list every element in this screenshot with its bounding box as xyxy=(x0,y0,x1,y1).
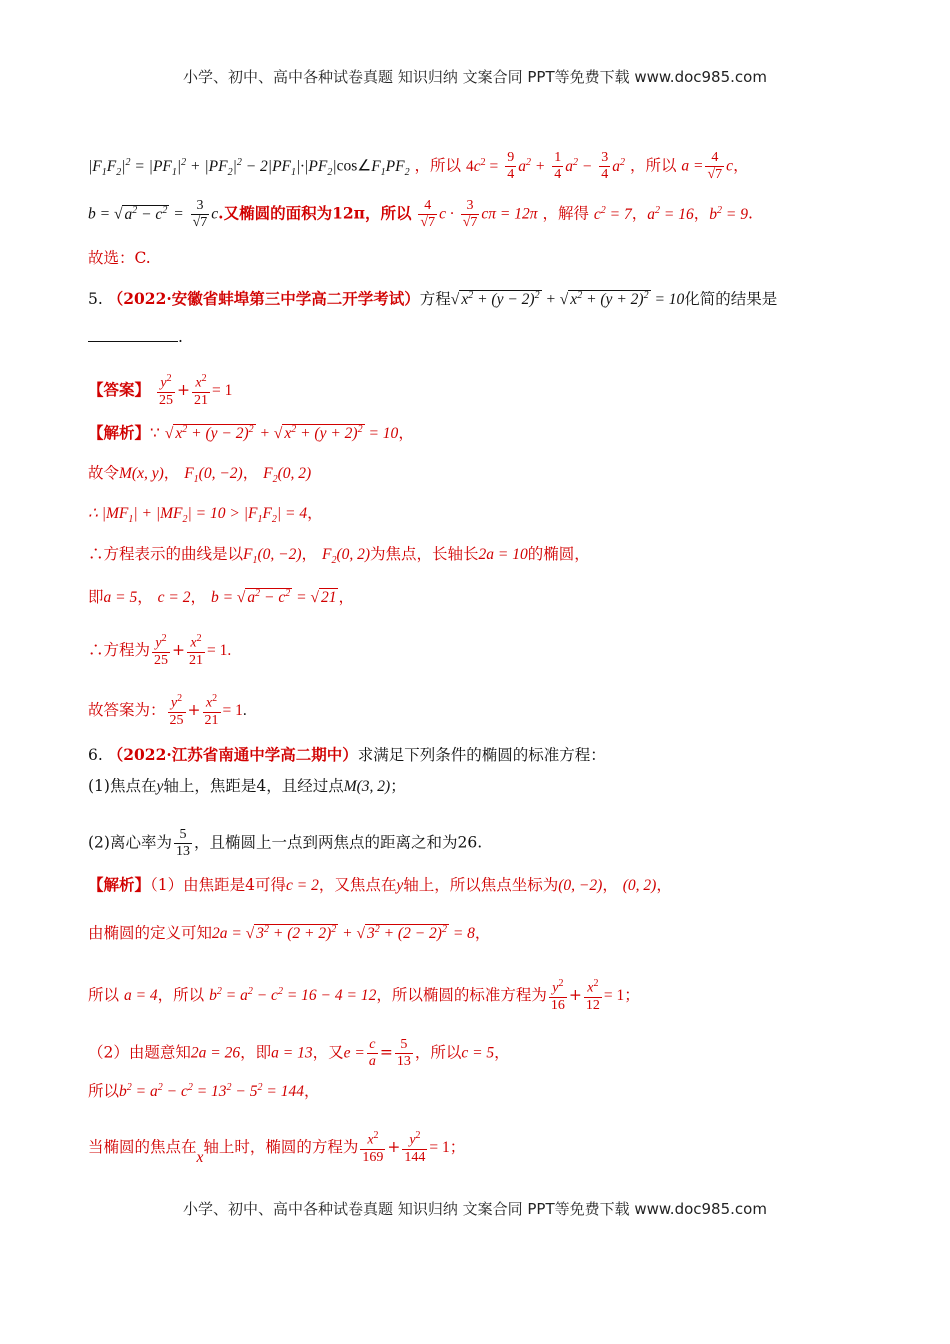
prev-solve: ，解得 xyxy=(542,204,589,223)
q5-ellipse: 的椭圆， xyxy=(527,545,590,563)
q6-condition-2: (2)离心率为 $\frac{5}{13}$ ，且椭圆上一点到两焦点的距离之和为26. xyxy=(88,827,483,860)
q6-source: （2022·江苏省南通中学高二期中） xyxy=(107,745,358,764)
q6-cond2-post: ，且椭圆上一点到两焦点的距离之和为26. xyxy=(193,833,483,852)
prev-area-text: .又椭圆的面积为12π，所以 xyxy=(218,203,412,223)
q6-analysis-2: 由椭圆的定义可知2a = √ $3^2 + (2 + 2)^2$ + √ $3^2 + (2 - 2)^2 = 8$， xyxy=(88,924,491,943)
q5-analysis-1: 【解析】∵ √ $x^2 + (y - 2)^2$ + √ $x^2 + (y + 2)^2 = 10$， xyxy=(88,423,414,443)
q6-when-x-post: 轴上时，椭圆的方程为 xyxy=(203,1137,359,1156)
q6-def: 由椭圆的定义可知 xyxy=(88,924,213,943)
q6-p2-so: ，所以 xyxy=(414,1043,462,1062)
q5-analysis-2: 故令M(x, y)， $F_1(0$, −2)， $F_2(0$, 2) xyxy=(88,464,312,486)
prev-so-2: ，所以 xyxy=(629,156,677,175)
q5-answer-label: 【答案】 xyxy=(88,379,151,399)
q5-analysis-label: 【解析】 xyxy=(88,423,151,443)
q5-final: 故答案为： $\frac{y^2}{25}$ + $\frac{x^2}{21}$ = 1. xyxy=(88,693,247,728)
q5-source: （2022·安徽省蚌埠第三中学高二开学考试） xyxy=(107,289,420,309)
q6-p1-mid: ，又焦点在 xyxy=(318,876,397,894)
q6-analysis-3: 所以 a = 4，所以 $b^2 = a^2 - c^2 = 16 - 4 = 12$，所以椭圆的标准方程为 $\frac{y^2}{16}$ + $\frac{x^2}{12}$ = 1； xyxy=(88,978,640,1013)
page-footer: 小学、初中、高中各种试卷真题 知识归纳 文案合同 PPT等免费下载 www.doc985.com xyxy=(183,1200,767,1218)
q5-analysis-4: ∴方程表示的曲线是以$F_1(0$, −2)， $F_2(0$, 2)为焦点，长轴长2a = 10的椭圆， xyxy=(88,545,590,567)
q6-std: ，所以椭圆的标准方程为 xyxy=(376,985,547,1004)
q5-focus: 为焦点，长轴长 xyxy=(370,545,479,563)
q5-number: 5. xyxy=(88,290,103,309)
q6-p2-ie: ，即 xyxy=(240,1043,272,1062)
q6-so-a: 所以 xyxy=(88,985,120,1004)
q5-ie: 即 xyxy=(88,588,104,607)
page-header: 小学、初中、高中各种试卷真题 知识归纳 文案合同 PPT等免费下载 www.doc985.com xyxy=(183,68,767,86)
q6-analysis-1: 【解析】（1）由焦距是4可得c = 2，又焦点在y轴上，所以焦点坐标为(0, −2)， (0, 2)， xyxy=(88,875,672,894)
q5-curve: ∴方程表示的曲线是以 xyxy=(88,545,244,563)
q6-p1-mid2: 轴上，所以焦点坐标为 xyxy=(403,876,559,894)
q6-p1-pre: （1）由焦距是4可得 xyxy=(150,876,286,894)
prev-line-1: $|F_1F_2|^2 = |PF_1|^2 + |PF_2|^2$ − $2|PF_1|\cdot|PF_2|\cos\angle F_1PF_2$ ，所以 $4c^2$ = $\frac{9}{4}$ $a^2$ + $\frac{1}{4}$ $a^2$ − $\frac{3}{4}$ $a^2$ ，所以 a = $\frac{4}{√7}$ c， xyxy=(88,150,749,183)
q6-p2-also: ，又 xyxy=(312,1043,344,1062)
q5-stem-pre: 方程 xyxy=(419,290,451,309)
prev-conclusion: 故选：C. xyxy=(88,249,151,267)
q6-cond1-pre: (1)焦点在 xyxy=(88,777,157,795)
q6-cond1-mid: 轴上，焦距是4，且经过点 xyxy=(163,777,344,795)
q6-number: 6. xyxy=(88,746,103,764)
q5-stem: 5. （2022·安徽省蚌埠第三中学高二开学考试）方程√ $x^2 + (y - 2)^2$ + √ $x^2 + (y + 2)^2 = 10$化简的结果是 xyxy=(88,289,778,309)
q6-so-b: ，所以 xyxy=(157,985,205,1004)
q6-stem-text: 求满足下列条件的椭圆的标准方程： xyxy=(357,746,606,764)
q6-when-x-pre: 当椭圆的焦点在 xyxy=(88,1137,197,1156)
q5-blank: . xyxy=(88,330,890,346)
q5-analysis-3: ∴ $|MF_1| + |MF_2| = 10 > |F_1F_2| = 4$， xyxy=(88,504,323,526)
q5-because: ∵ xyxy=(150,424,160,443)
q6-analysis-6: 当椭圆的焦点在x轴上时，椭圆的方程为 $\frac{x^2}{169}$ + $\frac{y^2}{144}$ = 1； xyxy=(88,1130,466,1166)
q5-analysis-6: ∴方程为 $\frac{y^2}{25}$ + $\frac{x^2}{21}$ = 1. xyxy=(88,633,232,668)
q6-analysis-4: （2）由题意知2a = 26，即a = 13，又e = $\frac{c}{a}$ = $\frac{5}{13}$ ，所以c = 5， xyxy=(88,1037,510,1070)
q5-answer: 【答案】 $\frac{y^2}{25}$ + $\frac{x^2}{21}$ = 1 xyxy=(88,373,233,408)
q6-condition-1: (1)焦点在y轴上，焦距是4，且经过点M(3, 2)； xyxy=(88,777,406,795)
q6-stem xyxy=(88,747,890,764)
prev-line-2: b = √ $a^2 - c^2$ = $\frac{3}{√7}$ c.又椭圆的面积为12π，所以 $\frac{4}{√7}$ c · $\frac{3}{√7}$ cπ = 12π ，解得 $c^2 = 7$，$a^2 = 16$，$b^2 = 9$. xyxy=(88,198,753,231)
q6-analysis-5: 所以$b^2 = a^2 - c^2 = 13^2 - 5^2 = 144$， xyxy=(88,1082,320,1101)
prev-so-1: ，所以 xyxy=(414,156,462,175)
q6-so-b2: 所以 xyxy=(88,1082,120,1101)
q6-analysis-label: 【解析】 xyxy=(88,875,151,894)
q5-eq: ∴方程为 xyxy=(88,640,151,659)
q6-p2-pre: （2）由题意知 xyxy=(88,1043,191,1062)
q5-let: 故令 xyxy=(88,464,120,482)
q5-analysis-5: 即a = 5， c = 2， b = √ $a^2 - c^2$ = √ 21 ， xyxy=(88,588,354,607)
q5-final-label: 故答案为： xyxy=(88,700,166,719)
q6-cond2-pre: (2)离心率为 xyxy=(88,833,172,852)
q5-stem-post: 化简的结果是 xyxy=(684,290,778,309)
